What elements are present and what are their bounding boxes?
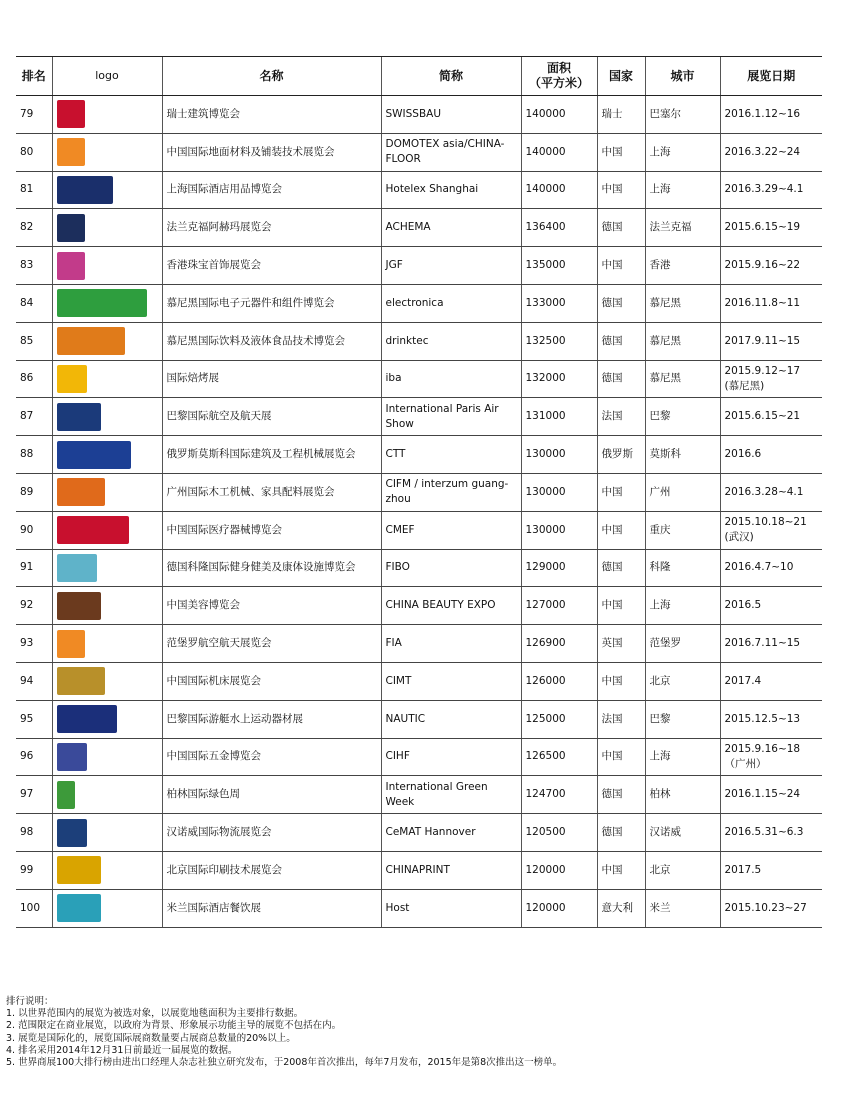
country-cell: 法国	[597, 398, 645, 436]
date-cell: 2016.3.22~24	[720, 133, 822, 171]
table-row	[16, 436, 822, 474]
area-cell: 140000	[521, 133, 597, 171]
rank-cell: 80	[16, 133, 52, 171]
short-name-cell: NAUTIC	[381, 700, 521, 738]
area-cell: 126500	[521, 738, 597, 776]
china-beauty-expo-logo	[57, 592, 101, 620]
table-row	[16, 587, 822, 625]
name-cell: 柏林国际绿色周	[162, 776, 381, 814]
date-cell: 2016.1.12~16	[720, 96, 822, 134]
area-cell: 126900	[521, 625, 597, 663]
nautic-logo	[57, 705, 117, 733]
rank-cell: 91	[16, 549, 52, 587]
date-cell: 2017.5	[720, 851, 822, 889]
note-item: 2. 范围限定在商业展览，以政府为背景、形象展示功能主导的展览不包括在内。	[6, 1020, 342, 1032]
rank-cell: 92	[16, 587, 52, 625]
city-cell: 北京	[645, 662, 720, 700]
header-short: 简称	[381, 57, 521, 96]
name-cell: 汉诺威国际物流展览会	[162, 814, 381, 852]
table-body	[16, 96, 822, 928]
header-city: 城市	[645, 57, 720, 96]
logo-cell	[52, 473, 162, 511]
date-cell: 2016.7.11~15	[720, 625, 822, 663]
date-cell: 2016.3.28~4.1	[720, 473, 822, 511]
short-name-cell: DOMOTEX asia/CHINA-FLOOR	[381, 133, 521, 171]
header-country: 国家	[597, 57, 645, 96]
name-cell: 中国国际机床展览会	[162, 662, 381, 700]
logo-cell	[52, 171, 162, 209]
date-cell: 2015.9.16~22	[720, 247, 822, 285]
name-cell: 上海国际酒店用品博览会	[162, 171, 381, 209]
paris-air-show-logo	[57, 403, 101, 431]
country-cell: 中国	[597, 851, 645, 889]
country-cell: 瑞士	[597, 96, 645, 134]
achema-logo	[57, 214, 85, 242]
country-cell: 意大利	[597, 889, 645, 927]
electronica-logo	[57, 289, 147, 317]
header-area-line2: （平方米）	[528, 76, 589, 90]
city-cell: 米兰	[645, 889, 720, 927]
ranking-notes	[6, 996, 562, 1069]
short-name-cell: drinktec	[381, 322, 521, 360]
short-name-cell: CIMT	[381, 662, 521, 700]
date-location-line: (武汉)	[724, 531, 754, 544]
city-cell: 广州	[645, 473, 720, 511]
name-cell: 德国科隆国际健身健美及康体设施博览会	[162, 549, 381, 587]
header-rank: 排名	[16, 57, 52, 96]
short-name-cell: International Green Week	[381, 776, 521, 814]
city-cell: 巴黎	[645, 700, 720, 738]
short-name-cell: Host	[381, 889, 521, 927]
city-cell: 上海	[645, 587, 720, 625]
city-cell: 莫斯科	[645, 436, 720, 474]
logo-cell	[52, 360, 162, 398]
logo-cell	[52, 511, 162, 549]
table-row	[16, 247, 822, 285]
city-cell: 上海	[645, 738, 720, 776]
short-name-cell: International Paris Air Show	[381, 398, 521, 436]
date-location-line: （广州）	[724, 757, 767, 770]
table-row	[16, 625, 822, 663]
date-cell	[720, 738, 822, 776]
rank-cell: 87	[16, 398, 52, 436]
date-cell: 2016.1.15~24	[720, 776, 822, 814]
rank-cell: 86	[16, 360, 52, 398]
table-row	[16, 171, 822, 209]
rank-cell: 98	[16, 814, 52, 852]
rank-cell: 79	[16, 96, 52, 134]
cmef-logo	[57, 516, 129, 544]
logo-cell	[52, 133, 162, 171]
date-cell: 2016.5.31~6.3	[720, 814, 822, 852]
logo-cell	[52, 625, 162, 663]
country-cell: 德国	[597, 776, 645, 814]
name-cell: 中国国际地面材料及铺装技术展览会	[162, 133, 381, 171]
area-cell: 120000	[521, 851, 597, 889]
country-cell: 德国	[597, 322, 645, 360]
table-row	[16, 398, 822, 436]
city-cell: 慕尼黑	[645, 360, 720, 398]
fibo-logo	[57, 554, 97, 582]
name-cell: 巴黎国际游艇水上运动器材展	[162, 700, 381, 738]
date-line: 2015.9.16~18	[724, 742, 801, 755]
cimt-logo	[57, 667, 105, 695]
domotex-logo	[57, 138, 85, 166]
short-name-cell: Hotelex Shanghai	[381, 171, 521, 209]
green-week-logo	[57, 781, 75, 809]
hotelex-logo	[57, 176, 113, 204]
date-location-line: (慕尼黑)	[724, 379, 765, 392]
country-cell: 中国	[597, 473, 645, 511]
name-cell: 香港珠宝首饰展览会	[162, 247, 381, 285]
name-cell: 范堡罗航空航天展览会	[162, 625, 381, 663]
country-cell: 俄罗斯	[597, 436, 645, 474]
rank-cell: 89	[16, 473, 52, 511]
logo-cell	[52, 889, 162, 927]
logo-cell	[52, 776, 162, 814]
short-name-cell: electronica	[381, 284, 521, 322]
header-date: 展览日期	[720, 57, 822, 96]
rank-cell: 85	[16, 322, 52, 360]
logo-cell	[52, 436, 162, 474]
logo-cell	[52, 700, 162, 738]
name-cell: 瑞士建筑博览会	[162, 96, 381, 134]
short-name-cell: ACHEMA	[381, 209, 521, 247]
city-cell: 汉诺威	[645, 814, 720, 852]
country-cell: 中国	[597, 133, 645, 171]
rank-cell: 97	[16, 776, 52, 814]
city-cell: 慕尼黑	[645, 284, 720, 322]
country-cell: 法国	[597, 700, 645, 738]
cihf-logo	[57, 743, 87, 771]
name-cell: 广州国际木工机械、家具配料展览会	[162, 473, 381, 511]
short-name-cell: FIBO	[381, 549, 521, 587]
rank-cell: 93	[16, 625, 52, 663]
date-cell: 2016.6	[720, 436, 822, 474]
short-name-cell: FIA	[381, 625, 521, 663]
country-cell: 中国	[597, 587, 645, 625]
date-cell: 2017.4	[720, 662, 822, 700]
rank-cell: 81	[16, 171, 52, 209]
country-cell: 德国	[597, 284, 645, 322]
city-cell: 巴黎	[645, 398, 720, 436]
logo-cell	[52, 587, 162, 625]
city-cell: 上海	[645, 133, 720, 171]
note-item: 1. 以世界范围内的展览为被选对象，以展览地毯面积为主要排行数据。	[6, 1008, 304, 1020]
country-cell: 中国	[597, 738, 645, 776]
logo-cell	[52, 247, 162, 285]
short-name-cell: CHINAPRINT	[381, 851, 521, 889]
name-cell: 米兰国际酒店餐饮展	[162, 889, 381, 927]
table-row	[16, 284, 822, 322]
area-cell: 129000	[521, 549, 597, 587]
date-cell: 2016.4.7~10	[720, 549, 822, 587]
short-name-cell: JGF	[381, 247, 521, 285]
date-cell: 2017.9.11~15	[720, 322, 822, 360]
country-cell: 中国	[597, 662, 645, 700]
area-cell: 130000	[521, 473, 597, 511]
area-cell: 140000	[521, 171, 597, 209]
table-row	[16, 133, 822, 171]
ranking-page	[16, 56, 822, 928]
logo-cell	[52, 398, 162, 436]
logo-cell	[52, 851, 162, 889]
header-area	[521, 57, 597, 96]
area-cell: 120000	[521, 889, 597, 927]
city-cell: 范堡罗	[645, 625, 720, 663]
rank-cell: 99	[16, 851, 52, 889]
area-cell: 125000	[521, 700, 597, 738]
host-logo	[57, 894, 101, 922]
date-cell: 2016.5	[720, 587, 822, 625]
cemat-logo	[57, 819, 87, 847]
table-row	[16, 889, 822, 927]
date-cell: 2015.10.23~27	[720, 889, 822, 927]
table-row	[16, 549, 822, 587]
notes-title: 排行说明：	[6, 996, 54, 1007]
rank-cell: 90	[16, 511, 52, 549]
name-cell: 北京国际印刷技术展览会	[162, 851, 381, 889]
name-cell: 中国国际医疗器械博览会	[162, 511, 381, 549]
area-cell: 120500	[521, 814, 597, 852]
note-item: 3. 展览是国际化的，展览国际展商数量要占展商总数量的20%以上。	[6, 1032, 296, 1044]
logo-cell	[52, 284, 162, 322]
table-row	[16, 851, 822, 889]
jgf-logo	[57, 252, 85, 280]
date-cell: 2015.6.15~21	[720, 398, 822, 436]
chinaprint-logo	[57, 856, 101, 884]
table-row	[16, 511, 822, 549]
country-cell: 英国	[597, 625, 645, 663]
logo-cell	[52, 662, 162, 700]
city-cell: 科隆	[645, 549, 720, 587]
name-cell: 法兰克福阿赫玛展览会	[162, 209, 381, 247]
area-cell: 131000	[521, 398, 597, 436]
area-cell: 124700	[521, 776, 597, 814]
city-cell: 香港	[645, 247, 720, 285]
date-cell: 2015.12.5~13	[720, 700, 822, 738]
rank-cell: 83	[16, 247, 52, 285]
table-header-row	[16, 57, 822, 96]
logo-cell	[52, 738, 162, 776]
city-cell: 上海	[645, 171, 720, 209]
note-item: 5. 世界商展100大排行榜由进出口经理人杂志社独立研究发布，于2008年首次推出，每年7月发布，2015年是第8次推出这一榜单。	[6, 1057, 563, 1069]
header-name: 名称	[162, 57, 381, 96]
date-cell	[720, 511, 822, 549]
table-row	[16, 473, 822, 511]
logo-cell	[52, 322, 162, 360]
table-row	[16, 700, 822, 738]
rank-cell: 88	[16, 436, 52, 474]
country-cell: 中国	[597, 247, 645, 285]
country-cell: 德国	[597, 814, 645, 852]
area-cell: 127000	[521, 587, 597, 625]
name-cell: 国际焙烤展	[162, 360, 381, 398]
rank-cell: 94	[16, 662, 52, 700]
swissbau-logo	[57, 100, 85, 128]
area-cell: 132500	[521, 322, 597, 360]
name-cell: 巴黎国际航空及航天展	[162, 398, 381, 436]
short-name-cell: CMEF	[381, 511, 521, 549]
rank-cell: 100	[16, 889, 52, 927]
cifm-logo	[57, 478, 105, 506]
area-cell: 135000	[521, 247, 597, 285]
rank-cell: 96	[16, 738, 52, 776]
short-name-cell: CeMAT Hannover	[381, 814, 521, 852]
rank-cell: 84	[16, 284, 52, 322]
drinktec-logo	[57, 327, 125, 355]
city-cell: 慕尼黑	[645, 322, 720, 360]
header-logo: logo	[52, 57, 162, 96]
table-row	[16, 662, 822, 700]
name-cell: 俄罗斯莫斯科国际建筑及工程机械展览会	[162, 436, 381, 474]
short-name-cell: CIFM / interzum guang-zhou	[381, 473, 521, 511]
country-cell: 德国	[597, 209, 645, 247]
table-row	[16, 209, 822, 247]
name-cell: 中国国际五金博览会	[162, 738, 381, 776]
table-row	[16, 96, 822, 134]
short-name-cell: CTT	[381, 436, 521, 474]
table-row	[16, 814, 822, 852]
iba-logo	[57, 365, 87, 393]
name-cell: 中国美容博览会	[162, 587, 381, 625]
rank-cell: 82	[16, 209, 52, 247]
logo-cell	[52, 209, 162, 247]
name-cell: 慕尼黑国际电子元器件和组件博览会	[162, 284, 381, 322]
city-cell: 法兰克福	[645, 209, 720, 247]
area-cell: 126000	[521, 662, 597, 700]
city-cell: 巴塞尔	[645, 96, 720, 134]
table-row	[16, 322, 822, 360]
short-name-cell: CIHF	[381, 738, 521, 776]
name-cell: 慕尼黑国际饮料及液体食品技术博览会	[162, 322, 381, 360]
date-cell	[720, 360, 822, 398]
table-row	[16, 738, 822, 776]
logo-cell	[52, 549, 162, 587]
fia-logo	[57, 630, 85, 658]
rank-cell: 95	[16, 700, 52, 738]
short-name-cell: iba	[381, 360, 521, 398]
area-cell: 136400	[521, 209, 597, 247]
country-cell: 中国	[597, 171, 645, 209]
note-item: 4. 排名采用2014年12月31日前最近一届展览的数据。	[6, 1044, 238, 1056]
logo-cell	[52, 814, 162, 852]
logo-cell	[52, 96, 162, 134]
area-cell: 130000	[521, 436, 597, 474]
header-area-line1: 面积	[546, 61, 571, 75]
country-cell: 中国	[597, 511, 645, 549]
city-cell: 北京	[645, 851, 720, 889]
short-name-cell: CHINA BEAUTY EXPO	[381, 587, 521, 625]
ranking-table	[16, 56, 822, 928]
table-row	[16, 360, 822, 398]
table-row	[16, 776, 822, 814]
area-cell: 140000	[521, 96, 597, 134]
area-cell: 130000	[521, 511, 597, 549]
date-cell: 2016.11.8~11	[720, 284, 822, 322]
area-cell: 132000	[521, 360, 597, 398]
date-cell: 2015.6.15~19	[720, 209, 822, 247]
date-line: 2015.10.18~21	[724, 515, 807, 528]
country-cell: 德国	[597, 549, 645, 587]
date-line: 2015.9.12~17	[724, 364, 801, 377]
city-cell: 重庆	[645, 511, 720, 549]
country-cell: 德国	[597, 360, 645, 398]
short-name-cell: SWISSBAU	[381, 96, 521, 134]
city-cell: 柏林	[645, 776, 720, 814]
date-cell: 2016.3.29~4.1	[720, 171, 822, 209]
area-cell: 133000	[521, 284, 597, 322]
ctt-logo	[57, 441, 131, 469]
